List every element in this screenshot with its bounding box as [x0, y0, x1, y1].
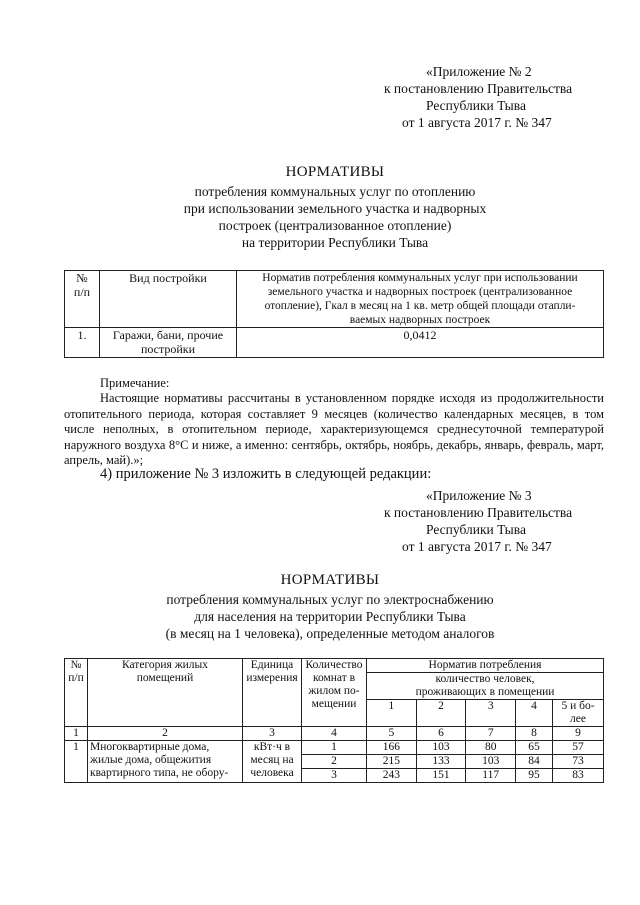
header-category [88, 659, 243, 727]
appendix-2-heading: НОРМАТИВЫ [285, 164, 385, 180]
row-value: 65 [516, 741, 553, 755]
row-value: 103 [416, 741, 466, 755]
appendix-3-republic: Республики Тыва [426, 522, 526, 537]
header-norm-line1: Норматив потребления коммунальных услуг при использовании [262, 272, 578, 284]
table-row [65, 741, 604, 755]
row-value: 117 [466, 769, 516, 783]
row-value: 215 [367, 755, 417, 769]
appendix-3-resolution: к постановлению Правительства [384, 505, 573, 520]
appendix-3-heading: НОРМАТИВЫ [280, 572, 380, 588]
appendix-2-title: «Приложение № 2 [426, 64, 532, 79]
item-4-text: 4) приложение № 3 изложить в следующей редакции: [100, 466, 432, 482]
col-number: 6 [416, 727, 466, 741]
col-number: 9 [553, 727, 604, 741]
header-unit-line1: Единица [250, 659, 294, 671]
table-row [65, 328, 604, 358]
header-number-line2: п/п [68, 672, 84, 684]
header-people-3: 3 [466, 700, 516, 727]
header-norm-line3: отопление), Гкал в месяц на 1 кв. метр общей площади отапли- [264, 300, 576, 312]
row-unit-line1: кВт·ч в [253, 741, 291, 753]
row-value: 103 [466, 755, 516, 769]
appendix-2-subtitle-3: построек (централизованное отопление) [218, 218, 452, 233]
header-rooms-line3: жилом по- [308, 685, 360, 697]
row-unit [243, 741, 302, 783]
header-building-type: Вид постройки [100, 271, 237, 328]
row-unit-line2: месяц на [250, 754, 294, 766]
row-rooms: 2 [302, 755, 367, 769]
row-number: 1 [65, 741, 88, 783]
col-number: 5 [367, 727, 417, 741]
row-category-line1: Многоквартирные дома, [90, 741, 210, 753]
row-rooms: 3 [302, 769, 367, 783]
appendix-2-subtitle-4: на территории Республики Тыва [241, 235, 429, 250]
row-category-line2: жилые дома, общежития [90, 754, 212, 766]
appendix-2-heading-block [100, 164, 570, 251]
col-number: 3 [243, 727, 302, 741]
header-norm-line2: земельного участка и надворных построек (централизованное [267, 286, 573, 298]
note-label: Примечание: [100, 376, 170, 390]
header-rooms-line4: мещении [311, 698, 357, 710]
appendix-2-date: от 1 августа 2017 г. № 347 [402, 115, 552, 130]
appendix-3-subtitle-2: для населения на территории Республики Тыва [194, 609, 466, 624]
header-people-4: 4 [516, 700, 553, 727]
appendix-2-republic: Республики Тыва [426, 98, 526, 113]
header-unit-line2: измерения [246, 672, 298, 684]
col-number: 4 [302, 727, 367, 741]
header-number-line1: № [76, 271, 88, 285]
row-category-line3: квартирного типа, не обору- [90, 767, 229, 779]
row-number: 1. [65, 328, 100, 358]
appendix-3-heading-block [90, 572, 570, 642]
row-value: 95 [516, 769, 553, 783]
col-number: 8 [516, 727, 553, 741]
row-building-type-line2: постройки [140, 342, 196, 356]
header-people-2: 2 [416, 700, 466, 727]
col-number: 1 [65, 727, 88, 741]
header-number [65, 271, 100, 328]
appendix-3-title: «Приложение № 3 [426, 488, 532, 503]
appendix-3-subtitle-1: потребления коммунальных услуг по электроснабжению [166, 592, 494, 607]
header-people-line1: количество человек, [435, 673, 535, 685]
row-value: 133 [416, 755, 466, 769]
header-norm [237, 271, 604, 328]
header-people-line2: проживающих в помещении [415, 686, 555, 698]
row-norm-value: 0,0412 [237, 328, 604, 358]
header-category-line2: помещений [136, 672, 194, 684]
note-text: Настоящие нормативы рассчитаны в установленном порядке исходя из продолжительности отопительного периода, которая составляет 9 месяцев (количество календарных месяцев, в том числе неполных, в отопительном периоде, характеризующемся среднесуточной температурой наружного воздуха 8°С и ниже, а именно: сентябрь, октябрь, ноябрь, декабрь, январь, февраль, март, апрель, май).»; [64, 391, 604, 467]
row-value: 73 [553, 755, 604, 769]
row-value: 151 [416, 769, 466, 783]
appendix-2-resolution: к постановлению Правительства [384, 81, 573, 96]
header-category-line1: Категория жилых [121, 659, 209, 671]
row-value: 80 [466, 741, 516, 755]
column-number-row [65, 727, 604, 741]
row-rooms: 1 [302, 741, 367, 755]
col-number: 7 [466, 727, 516, 741]
header-rooms-line2: комнат в [312, 672, 356, 684]
header-norm: Норматив потребления [367, 659, 604, 673]
appendix-3-subtitle-3: (в месяц на 1 человека), определенные методом аналогов [165, 626, 495, 641]
header-unit [243, 659, 302, 727]
header-number-line2: п/п [73, 285, 91, 299]
header-people-count [367, 673, 604, 700]
appendix-3-date: от 1 августа 2017 г. № 347 [402, 539, 552, 554]
appendix-2-subtitle-2: при использовании земельного участка и надворных [183, 201, 487, 216]
row-building-type [100, 328, 237, 358]
row-category [88, 741, 243, 783]
row-value: 83 [553, 769, 604, 783]
appendix-2-subtitle-1: потребления коммунальных услуг по отоплению [194, 184, 476, 199]
heating-norms-table [64, 270, 604, 358]
header-number-line1: № [70, 659, 82, 671]
header-number [65, 659, 88, 727]
row-value: 57 [553, 741, 604, 755]
header-people-1: 1 [367, 700, 417, 727]
row-value: 166 [367, 741, 417, 755]
row-unit-line3: человека [250, 767, 294, 779]
header-rooms-line1: Количество [305, 659, 363, 671]
table-header-row [65, 271, 604, 328]
header-norm-line4: ваемых надворных построек [349, 314, 491, 326]
electricity-norms-table [64, 658, 604, 783]
col-number: 2 [88, 727, 243, 741]
row-value: 243 [367, 769, 417, 783]
row-value: 84 [516, 755, 553, 769]
header-people-5-plus: 5 и бо-лее [553, 700, 604, 727]
header-rooms [302, 659, 367, 727]
table-header-row [65, 659, 604, 673]
row-building-type-line1: Гаражи, бани, прочие [112, 328, 224, 342]
